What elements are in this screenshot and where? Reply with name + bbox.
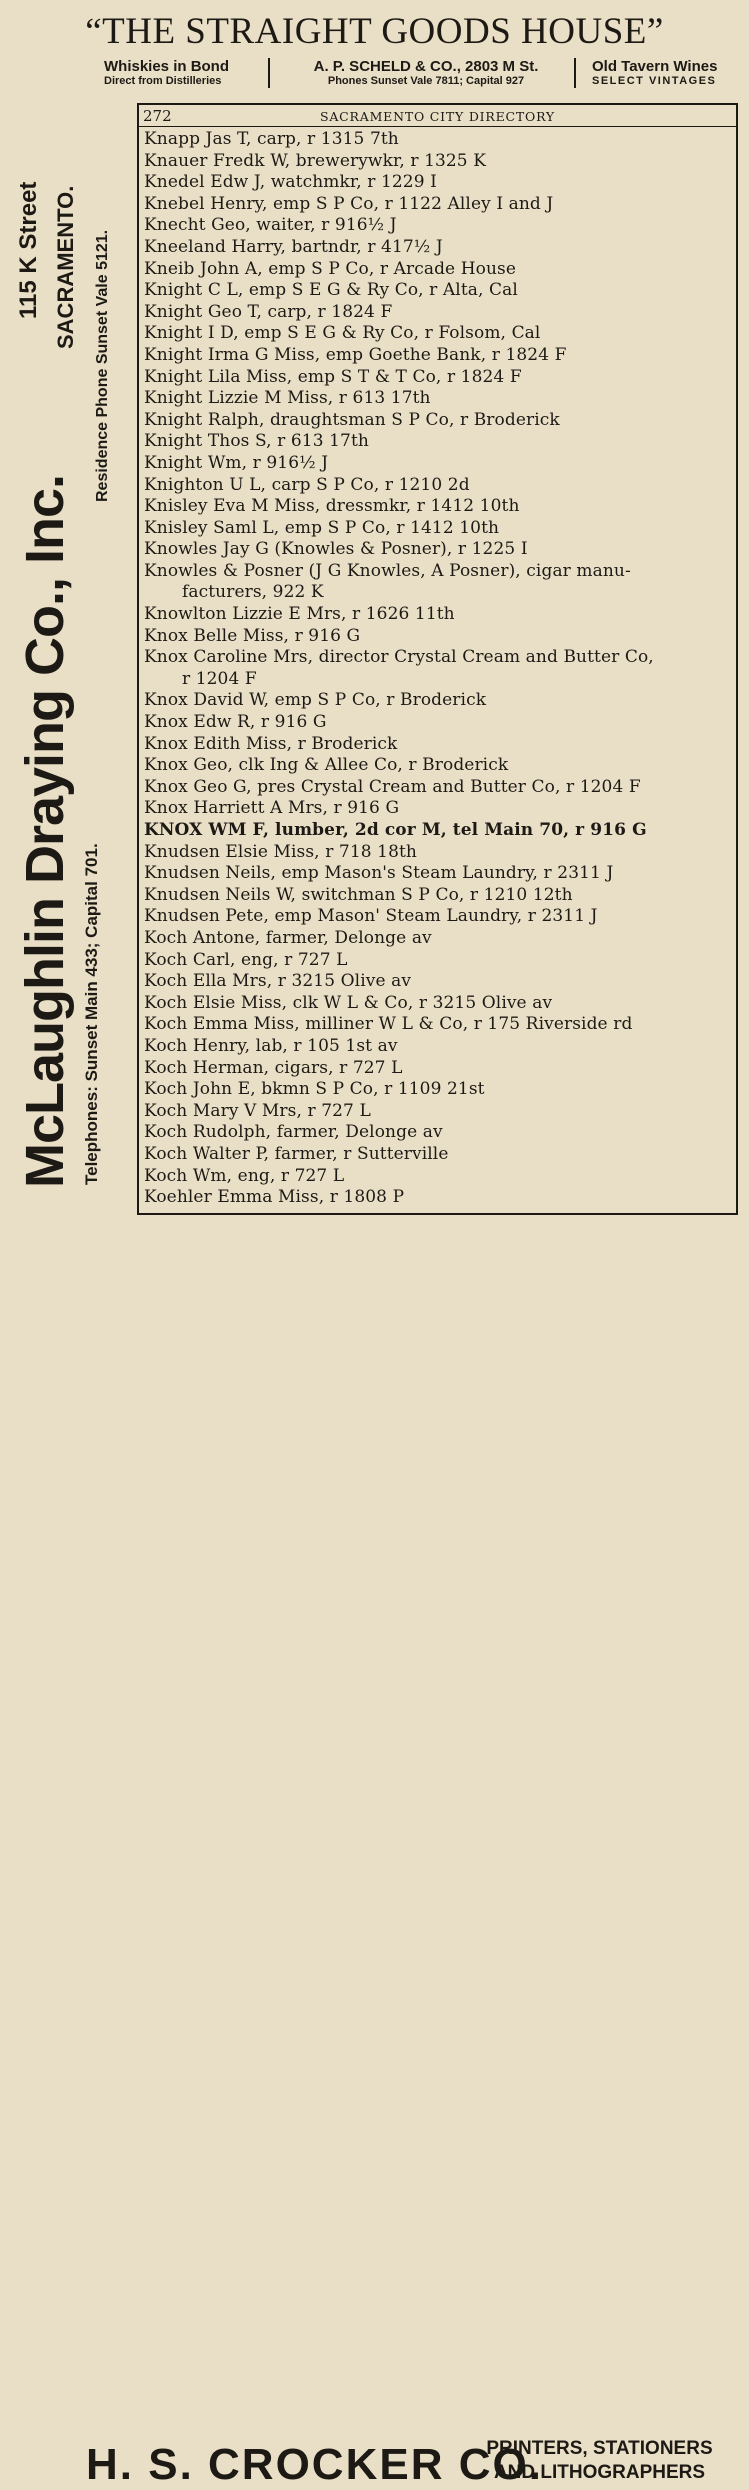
directory-entry: Knudsen Pete, emp Mason' Steam Laundry, r 2311 J	[144, 906, 598, 927]
top-ad-left	[104, 58, 270, 88]
directory-entry: KNOX WM F, lumber, 2d cor M, tel Main 70, r 916 G	[144, 820, 647, 840]
side-ad-street: 115 K Street	[15, 181, 42, 319]
directory-entry: Knight I D, emp S E G & Ry Co, r Folsom, Cal	[144, 323, 541, 344]
bottom-ad-line2: AND LITHOGRAPHERS	[493, 2462, 706, 2483]
directory-entry: Knowles & Posner (J G Knowles, A Posner), cigar manu-	[144, 560, 631, 581]
directory-entry-continuation: r 1204 F	[182, 668, 257, 689]
directory-entry: Knox Edith Miss, r Broderick	[144, 733, 398, 754]
directory-entry: Knight Geo T, carp, r 1824 F	[144, 301, 393, 322]
top-ad-right	[592, 58, 749, 88]
directory-entry: Koch Rudolph, farmer, Delonge av	[144, 1122, 443, 1143]
top-advertisement	[0, 0, 749, 100]
directory-entry: Knowles Jay G (Knowles & Posner), r 1225 I	[144, 539, 528, 560]
bottom-ad-line1: PRINTERS, STATIONERS	[486, 2438, 713, 2459]
bottom-ad-services	[462, 2437, 737, 2485]
directory-entry: Knox Belle Miss, r 916 G	[144, 625, 361, 646]
top-ad-title: “THE STRAIGHT GOODS HOUSE”	[85, 11, 664, 52]
directory-entry: Knox Caroline Mrs, director Crystal Cream and Butter Co,	[144, 647, 654, 668]
directory-entry: Koch Herman, cigars, r 727 L	[144, 1057, 403, 1078]
directory-entry: Koch Carl, eng, r 727 L	[144, 949, 348, 970]
directory-entry: Knox Harriett A Mrs, r 916 G	[144, 798, 400, 819]
directory-entry: Knox Geo G, pres Crystal Cream and Butter Co, r 1204 F	[144, 776, 641, 797]
directory-entry: Koch John E, bkmn S P Co, r 1109 21st	[144, 1079, 485, 1100]
directory-entry: Knight Ralph, draughtsman S P Co, r Broderick	[144, 409, 560, 430]
directory-entry: Knighton U L, carp S P Co, r 1210 2d	[144, 474, 470, 495]
bottom-advertisement	[0, 1218, 749, 2489]
directory-entry: Knedel Edw J, watchmkr, r 1229 I	[144, 172, 437, 193]
directory-entry: Knisley Saml L, emp S P Co, r 1412 10th	[144, 517, 500, 538]
directory-entry: Knight Irma G Miss, emp Goethe Bank, r 1824 F	[144, 344, 567, 365]
top-ad-right-line1: Old Tavern Wines	[592, 58, 718, 75]
directory-entry: Koch Mary V Mrs, r 727 L	[144, 1100, 371, 1121]
directory-entry: Knebel Henry, emp S P Co, r 1122 Alley I and J	[144, 193, 554, 214]
directory-entry: Knox Geo, clk Ing & Allee Co, r Broderick	[144, 755, 509, 776]
directory-entry: Koehler Emma Miss, r 1808 P	[144, 1187, 405, 1208]
top-ad-left-line1: Whiskies in Bond	[104, 58, 230, 75]
side-ad-company: McLaughlin Draying Co., Inc.	[15, 474, 75, 1188]
directory-entry: Kneeland Harry, bartndr, r 417½ J	[144, 236, 443, 257]
directory-entry: Knauer Fredk W, brewerywkr, r 1325 K	[144, 150, 487, 171]
directory-entry: Koch Walter P, farmer, r Sutterville	[144, 1143, 449, 1164]
directory-entry: Koch Ella Mrs, r 3215 Olive av	[144, 971, 412, 992]
directory-entry: Knudsen Neils W, switchman S P Co, r 1210 12th	[144, 884, 573, 905]
directory-entry: Koch Henry, lab, r 105 1st av	[144, 1035, 398, 1056]
page-number: 272	[143, 107, 172, 125]
directory-entries	[137, 127, 738, 1215]
side-ad-residence-phone: Residence Phone Sunset Vale 5121.	[94, 229, 111, 502]
directory-entry: Knapp Jas T, carp, r 1315 7th	[144, 129, 399, 149]
directory-entry: Koch Elsie Miss, clk W L & Co, r 3215 Olive av	[144, 992, 553, 1013]
directory-entry: Knox Edw R, r 916 G	[144, 712, 327, 733]
top-ad-mid-line2: Phones Sunset Vale 7811; Capital 927	[327, 75, 525, 87]
directory-entry: Koch Emma Miss, milliner W L & Co, r 175 Riverside rd	[144, 1014, 633, 1035]
side-ad-city: SACRAMENTO.	[53, 185, 78, 349]
directory-entry: Koch Antone, farmer, Delonge av	[144, 927, 432, 948]
directory-entry: Knecht Geo, waiter, r 916½ J	[144, 215, 397, 236]
directory-entry: Koch Wm, eng, r 727 L	[144, 1165, 345, 1186]
directory-entry: Knox David W, emp S P Co, r Broderick	[144, 690, 487, 711]
page-header	[137, 103, 738, 127]
top-ad-left-line2: Direct from Distilleries	[104, 75, 222, 87]
top-ad-right-line2: SELECT VINTAGES	[592, 75, 717, 87]
directory-entry: Knudsen Neils, emp Mason's Steam Laundry, r 2311 J	[144, 863, 614, 884]
directory-entry: Knight C L, emp S E G & Ry Co, r Alta, Cal	[144, 280, 518, 301]
directory-entry: Knowlton Lizzie E Mrs, r 1626 11th	[144, 604, 455, 625]
directory-entry: Knisley Eva M Miss, dressmkr, r 1412 10th	[144, 496, 520, 517]
running-title: SACRAMENTO CITY DIRECTORY	[319, 109, 555, 124]
directory-entry: Knight Lila Miss, emp S T & T Co, r 1824 F	[144, 366, 522, 387]
side-ad-telephones: Telephones: Sunset Main 433; Capital 701.	[82, 843, 101, 1185]
directory-entry: Knight Lizzie M Miss, r 613 17th	[144, 388, 431, 409]
bottom-ad-name: H. S. CROCKER CO.	[86, 2440, 543, 2489]
directory-entry: Knudsen Elsie Miss, r 718 18th	[144, 841, 417, 862]
directory-entry: Knight Thos S, r 613 17th	[144, 431, 369, 452]
directory-entry: Knight Wm, r 916½ J	[144, 452, 329, 473]
side-advertisement	[0, 100, 135, 1225]
directory-entry-continuation: facturers, 922 K	[182, 582, 324, 603]
directory-entry: Kneib John A, emp S P Co, r Arcade House	[144, 258, 517, 279]
top-ad-middle	[278, 58, 576, 88]
top-ad-mid-line1: A. P. SCHELD & CO., 2803 M St.	[313, 58, 539, 75]
